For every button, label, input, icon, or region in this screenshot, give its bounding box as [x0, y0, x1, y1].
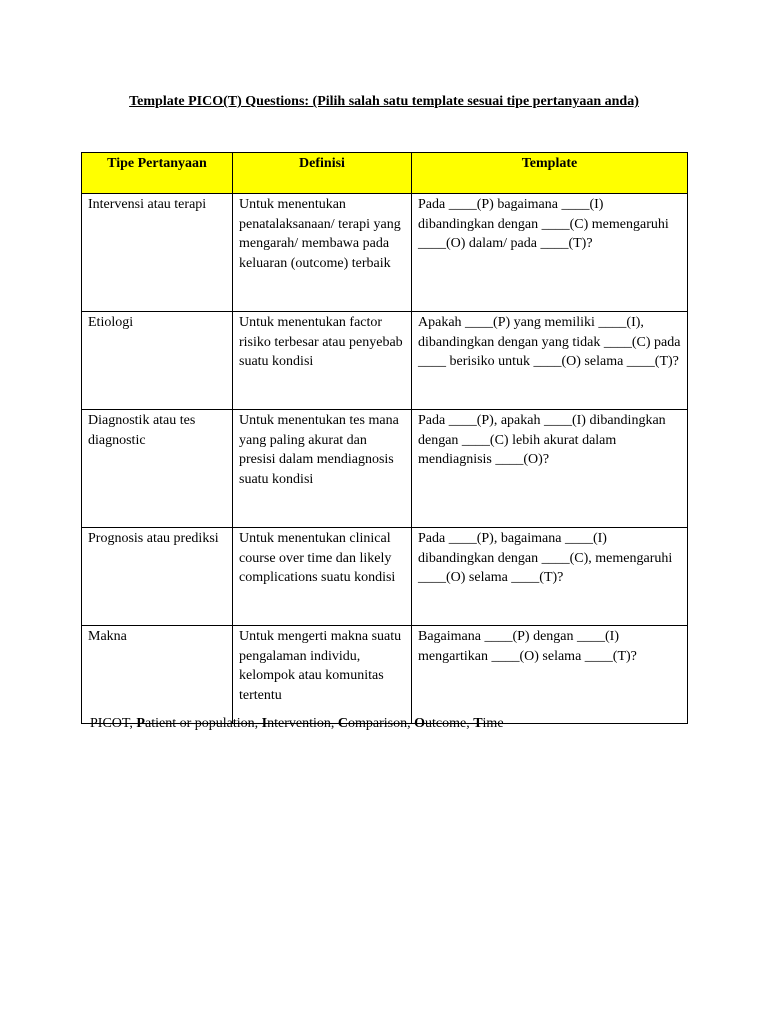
footnote-initial-i: I	[261, 716, 268, 731]
cell-question-type: Intervensi atau terapi	[82, 194, 233, 312]
cell-template: Bagaimana ____(P) dengan ____(I) mengartikan ____(O) selama ____(T)?	[412, 626, 688, 724]
picot-footnote	[90, 716, 504, 732]
footnote-initial-t: T	[473, 716, 483, 731]
table-header-row	[82, 153, 688, 194]
cell-question-type: Prognosis atau prediksi	[82, 528, 233, 626]
table-row	[82, 410, 688, 528]
cell-definition: Untuk menentukan penatalaksanaan/ terapi yang mengarah/ membawa pada keluaran (outcome) terbaik	[233, 194, 412, 312]
cell-definition: Untuk mengerti makna suatu pengalaman individu, kelompok atau komunitas tertentu	[233, 626, 412, 724]
cell-definition: Untuk menentukan tes mana yang paling akurat dan presisi dalam mendiagnosis suatu kondisi	[233, 410, 412, 528]
footnote-rest-t: ime	[482, 716, 504, 731]
cell-template: Apakah ____(P) yang memiliki ____(I), dibandingkan dengan yang tidak ____(C) pada ____ berisiko untuk ____(O) selama ____(T)?	[412, 312, 688, 410]
footnote-rest-o: utcome,	[424, 716, 474, 731]
footnote-rest-c: omparison,	[347, 716, 415, 731]
cell-question-type: Etiologi	[82, 312, 233, 410]
table-row	[82, 194, 688, 312]
footnote-initial-o: O	[414, 716, 425, 731]
cell-question-type: Diagnostik atau tes diagnostic	[82, 410, 233, 528]
footnote-initial-p: P	[136, 716, 145, 731]
header-template: Template	[412, 153, 688, 194]
footnote-rest-i: ntervention,	[267, 716, 338, 731]
footnote-lead: PICOT,	[90, 716, 137, 731]
footnote-initial-c: C	[337, 716, 348, 731]
table-row	[82, 626, 688, 724]
header-definisi: Definisi	[233, 153, 412, 194]
table-row	[82, 528, 688, 626]
footnote-rest-p: atient or population,	[144, 716, 262, 731]
table-row	[82, 312, 688, 410]
cell-template: Pada ____(P) bagaimana ____(I) dibandingkan dengan ____(C) memengaruhi ____(O) dalam/ pada ____(T)?	[412, 194, 688, 312]
header-tipe-pertanyaan: Tipe Pertanyaan	[82, 153, 233, 194]
cell-definition: Untuk menentukan clinical course over time dan likely complications suatu kondisi	[233, 528, 412, 626]
cell-definition: Untuk menentukan factor risiko terbesar atau penyebab suatu kondisi	[233, 312, 412, 410]
cell-template: Pada ____(P), apakah ____(I) dibandingkan dengan ____(C) lebih akurat dalam mendiagnisis ____(O)?	[412, 410, 688, 528]
cell-question-type: Makna	[82, 626, 233, 724]
pico-template-table	[81, 152, 688, 724]
cell-template: Pada ____(P), bagaimana ____(I) dibandingkan dengan ____(C), memengaruhi ____(O) selama ____(T)?	[412, 528, 688, 626]
page-title: Template PICO(T) Questions: (Pilih salah satu template sesuai tipe pertanyaan anda)	[129, 94, 639, 109]
